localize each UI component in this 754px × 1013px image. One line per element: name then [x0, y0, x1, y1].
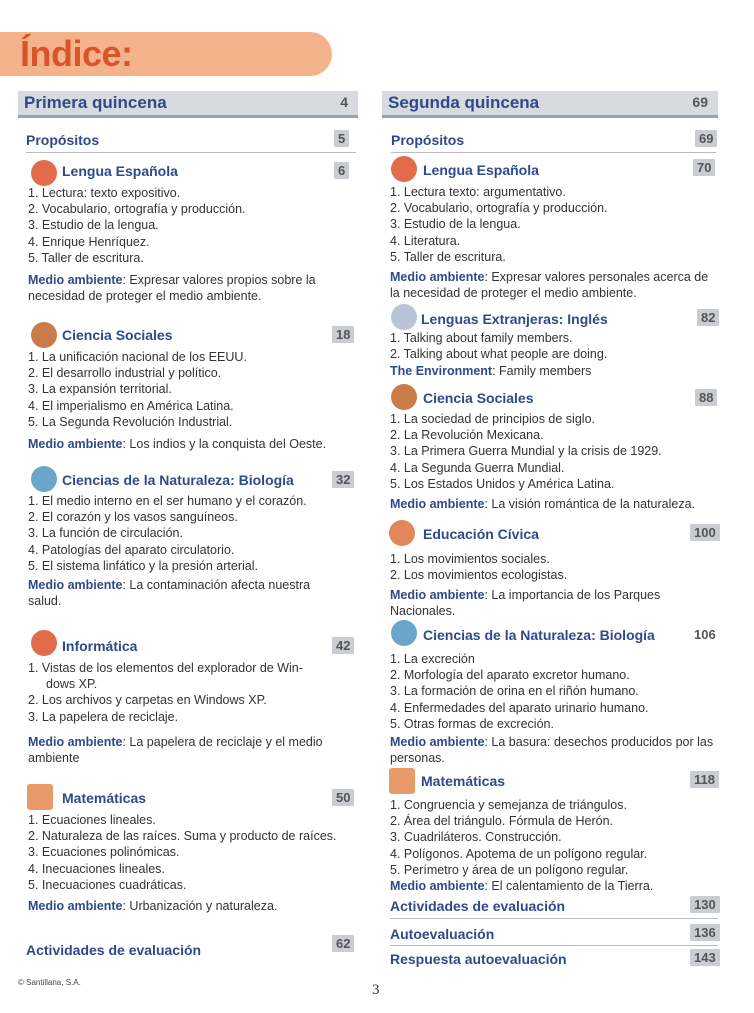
- right-autoevaluacion-page: 136: [690, 924, 720, 941]
- right-respuesta-page: 143: [690, 949, 720, 966]
- left-informatica-title[interactable]: Informática: [62, 638, 138, 654]
- right-lengua-list: [390, 184, 608, 265]
- left-lengua-note: Medio ambiente: Expresar valores propios sobre la necesidad de proteger el medio ambiente.: [28, 273, 316, 304]
- list-item: 2. Los movimientos ecologistas.: [390, 568, 568, 583]
- list-item: 4. Enfermedades del aparato urinario humano.: [390, 700, 649, 715]
- index-title-banner: [0, 32, 332, 76]
- list-item: 5. Los Estados Unidos y América Latina.: [390, 476, 615, 491]
- right-ingles-list: [390, 330, 607, 362]
- left-informatica-page: 42: [332, 637, 354, 654]
- right-civica-list: [390, 551, 567, 583]
- right-actividades-label[interactable]: Actividades de evaluación: [390, 898, 566, 914]
- right-sociales-list: [390, 411, 662, 492]
- left-propositos-label: Propósitos: [26, 132, 100, 148]
- matematicas-icon: [27, 784, 53, 810]
- biologia-icon: [31, 466, 57, 492]
- segunda-quincena-page: 69: [692, 94, 708, 110]
- right-biologia-title[interactable]: Ciencias de la Naturaleza: Biología: [423, 627, 655, 643]
- right-matematicas-list: [390, 797, 647, 878]
- right-actividades-page: 130: [690, 896, 720, 913]
- divider: [26, 152, 356, 153]
- right-biologia-list: [390, 651, 649, 732]
- right-sociales-note: Medio ambiente: La visión romántica de la naturaleza.: [390, 497, 696, 511]
- list-item: 5. Taller de escritura.: [390, 249, 506, 264]
- right-civica-note: Medio ambiente: La importancia de los Parques Nacionales.: [390, 588, 661, 619]
- list-item: 3. Estudio de la lengua.: [390, 217, 521, 232]
- left-sociales-note: Medio ambiente: Los indios y la conquista del Oeste.: [28, 437, 327, 451]
- left-lengua-title[interactable]: Lengua Española: [62, 163, 178, 179]
- list-item: 1. Lectura: texto expositivo.: [28, 186, 181, 200]
- left-biologia-page: 32: [332, 471, 354, 488]
- list-item: 5. El sistema linfático y la presión arterial.: [28, 558, 258, 573]
- list-item: 2. Los archivos y carpetas en Windows XP.: [28, 693, 267, 708]
- list-item: 3. La Primera Guerra Mundial y la crisis de 1929.: [390, 444, 662, 459]
- primera-quincena-label: Primera quincena: [24, 93, 167, 112]
- segunda-quincena-label: Segunda quincena: [388, 93, 540, 112]
- list-item: 2. Naturaleza de las raíces. Suma y producto de raíces.: [28, 829, 337, 844]
- list-item: 2. Morfología del aparato excretor humano.: [390, 668, 630, 683]
- ciencias-sociales-icon: [31, 322, 57, 348]
- lenguas-extranjeras-icon: [391, 304, 417, 330]
- left-actividades-page: 62: [332, 935, 354, 952]
- list-item: 3. La expansión territorial.: [28, 382, 172, 397]
- divider: [390, 918, 718, 919]
- list-item: 5. Taller de escritura.: [28, 250, 144, 265]
- left-actividades-label[interactable]: Actividades de evaluación: [26, 942, 202, 958]
- list-item: 5. Perímetro y área de un polígono regular.: [390, 862, 629, 877]
- list-item: 2. Vocabulario, ortografía y producción.: [28, 202, 246, 217]
- left-propositos-page: 5: [334, 130, 349, 147]
- right-matematicas-title[interactable]: Matemáticas: [421, 773, 506, 789]
- left-sociales-page: 18: [332, 326, 354, 343]
- list-item: 3. Cuadriláteros. Construcción.: [390, 830, 562, 845]
- right-propositos-page: 69: [695, 130, 717, 147]
- right-biologia-page: 106: [694, 627, 716, 642]
- list-item: 1. El medio interno en el ser humano y el corazón.: [28, 494, 307, 508]
- educacion-civica-icon: [389, 520, 415, 546]
- left-matematicas-page: 50: [332, 789, 354, 806]
- right-sociales-title[interactable]: Ciencia Sociales: [423, 390, 534, 406]
- list-item: 5. La Segunda Revolución Industrial.: [28, 414, 233, 429]
- left-informatica-list: [28, 660, 303, 725]
- list-item: 2. La Revolución Mexicana.: [390, 428, 544, 443]
- left-biologia-note: Medio ambiente: La contaminación afecta nuestra salud.: [28, 578, 311, 609]
- list-item: 3. Ecuaciones polinómicas.: [28, 845, 180, 860]
- right-propositos-label[interactable]: Propósitos: [391, 132, 465, 148]
- right-lengua-page: 70: [693, 159, 715, 176]
- right-ingles-page: 82: [697, 309, 719, 326]
- list-item: 1. La unificación nacional de los EEUU.: [28, 350, 247, 364]
- left-lengua-page: 6: [334, 162, 349, 179]
- list-item: 4. Enrique Henríquez.: [28, 234, 150, 249]
- left-matematicas-title[interactable]: Matemáticas: [62, 790, 147, 806]
- list-item: 4. El imperialismo en América Latina.: [28, 398, 234, 413]
- right-matematicas-note: Medio ambiente: El calentamiento de la Tierra.: [390, 879, 654, 893]
- list-item: 1. Vistas de los elementos del explorador de Win-: [28, 661, 303, 675]
- right-autoevaluacion-label[interactable]: Autoevaluación: [390, 926, 495, 942]
- list-item: 5. Inecuaciones cuadráticas.: [28, 877, 187, 892]
- page-number: 3: [372, 982, 380, 998]
- list-item: dows XP.: [46, 677, 98, 692]
- right-ingles-note: The Environment: Family members: [390, 364, 592, 378]
- list-item: 1. La excreción: [390, 652, 475, 666]
- informatica-icon: [31, 630, 57, 656]
- primera-quincena-page: 4: [340, 94, 348, 110]
- list-item: 2. Talking about what people are doing.: [390, 347, 608, 362]
- list-item: 3. La formación de orina en el riñón humano.: [390, 684, 639, 699]
- right-biologia-note: Medio ambiente: La basura: desechos producidos por las personas.: [390, 735, 714, 766]
- segunda-quincena-header[interactable]: [382, 91, 718, 118]
- list-item: 1. Congruencia y semejanza de triángulos.: [390, 798, 627, 812]
- ciencias-sociales-icon: [391, 384, 417, 410]
- index-title: Índice:: [20, 33, 133, 74]
- list-item: 2. El corazón y los vasos sanguíneos.: [28, 510, 238, 525]
- right-sociales-page: 88: [695, 389, 717, 406]
- right-ingles-title[interactable]: Lenguas Extranjeras: Inglés: [421, 311, 608, 327]
- list-item: 3. La función de circulación.: [28, 526, 183, 541]
- list-item: 4. Literatura.: [390, 233, 461, 248]
- list-item: 1. Talking about family members.: [390, 331, 573, 345]
- list-item: 1. La sociedad de principios de siglo.: [390, 412, 595, 426]
- left-sociales-list: [28, 349, 247, 430]
- left-sociales-title[interactable]: Ciencia Sociales: [62, 327, 173, 343]
- list-item: 2. Vocabulario, ortografía y producción.: [390, 201, 608, 216]
- right-civica-page: 100: [690, 524, 720, 541]
- left-lengua-list: [28, 185, 246, 266]
- left-matematicas-note: Medio ambiente: Urbanización y naturaleza.: [28, 899, 278, 913]
- lengua-espanola-icon: [31, 160, 57, 186]
- list-item: 4. Inecuaciones lineales.: [28, 861, 165, 876]
- list-item: 1. Ecuaciones lineales.: [28, 813, 156, 827]
- lengua-espanola-icon: [391, 156, 417, 182]
- right-lengua-title[interactable]: Lengua Española: [423, 162, 539, 178]
- primera-quincena-header[interactable]: [18, 91, 358, 118]
- divider: [391, 152, 716, 153]
- right-lengua-note: Medio ambiente: Expresar valores personales acerca de la necesidad de proteger el medio ambiente.: [390, 270, 709, 301]
- copyright: © Santillana, S.A.: [18, 978, 81, 987]
- left-biologia-list: [28, 493, 307, 574]
- left-biologia-title[interactable]: Ciencias de la Naturaleza: Biología: [62, 472, 294, 488]
- right-civica-title[interactable]: Educación Cívica: [423, 526, 539, 542]
- list-item: 2. El desarrollo industrial y político.: [28, 366, 222, 381]
- list-item: 1. Lectura texto: argumentativo.: [390, 185, 566, 199]
- right-matematicas-page: 118: [690, 771, 719, 788]
- divider: [390, 945, 718, 946]
- matematicas-icon: [389, 768, 415, 794]
- right-respuesta-label[interactable]: Respuesta autoevaluación: [390, 951, 567, 967]
- list-item: 3. Estudio de la lengua.: [28, 218, 159, 233]
- list-item: 2. Área del triángulo. Fórmula de Herón.: [390, 814, 614, 829]
- left-informatica-note: Medio ambiente: La papelera de reciclaje y el medio ambiente: [28, 735, 323, 766]
- list-item: 4. La Segunda Guerra Mundial.: [390, 460, 565, 475]
- list-item: 3. La papelera de reciclaje.: [28, 709, 179, 724]
- left-matematicas-list: [28, 812, 337, 893]
- list-item: 1. Los movimientos sociales.: [390, 552, 550, 566]
- list-item: 4. Polígonos. Apotema de un polígono regular.: [390, 846, 648, 861]
- biologia-icon: [391, 620, 417, 646]
- list-item: 5. Otras formas de excreción.: [390, 716, 554, 731]
- list-item: 4. Patologías del aparato circulatorio.: [28, 542, 235, 557]
